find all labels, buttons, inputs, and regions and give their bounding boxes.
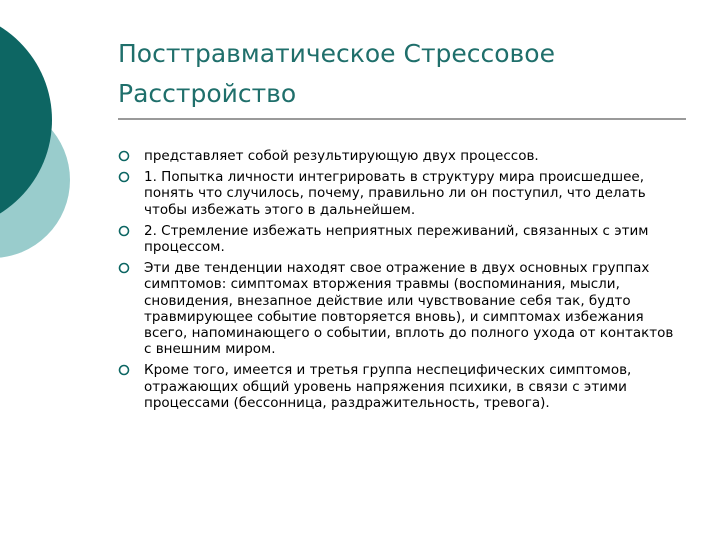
hollow-ring-bullet-icon [117, 149, 131, 163]
hollow-ring-bullet-icon [117, 224, 131, 238]
bullet-item [117, 148, 677, 164]
bullet-list [117, 148, 677, 416]
title-divider [118, 118, 686, 120]
bullet-item [117, 169, 677, 218]
decorative-circles [0, 0, 120, 300]
bullet-item [117, 223, 677, 255]
bullet-text: представляет собой результирующую двух процессов. [144, 148, 539, 164]
bullet-text: 2. Стремление избежать неприятных переживаний, связанных с этим процессом. [144, 222, 649, 256]
hollow-ring-bullet-icon [117, 170, 131, 184]
bullet-item [117, 260, 677, 357]
slide-title: Посттравматическое Стрессовое Расстройство [118, 39, 555, 108]
bullet-text: Эти две тенденции находят свое отражение в двух основных группах симптомов: симптомах вторжения травмы (воспоминания, мысли, сновидения, внезапное действие или чувствование себя так, будто травмирующее событие повторяется вновь), и симптомах избежания всего, напоминающего о событии, вплоть до полного ухода от контактов с внешним миром. [144, 260, 674, 358]
hollow-ring-bullet-icon [117, 363, 131, 377]
bullet-item [117, 362, 677, 411]
hollow-ring-bullet-icon [117, 261, 131, 275]
bullet-text: 1. Попытка личности интегрировать в структуру мира происшедшее, понять что случилось, почему, правильно ли он поступил, что делать чтобы избежать этого в дальнейшем. [144, 169, 646, 218]
bullet-text: Кроме того, имеется и третья группа неспецифических симптомов, отражающих общий уровень напряжения психики, в связи с этими процессами (бессонница, раздражительность, тревога). [144, 362, 632, 411]
